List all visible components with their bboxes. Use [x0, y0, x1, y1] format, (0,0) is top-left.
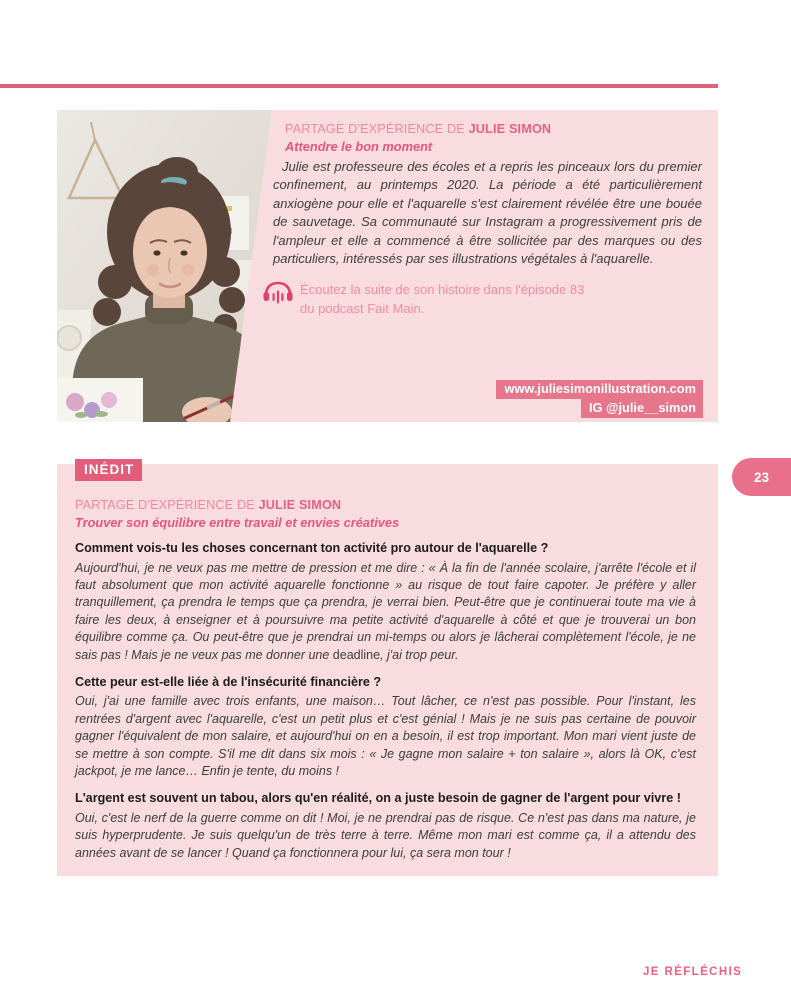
page-number-tab: [732, 458, 791, 496]
interview-subtitle: Trouver son équilibre entre travail et envies créatives: [75, 515, 400, 530]
interview-card: [57, 464, 718, 876]
answer-text: Aujourd'hui, je ne veux pas me mettre de pression et me dire : « À la fin de l'année scolaire, j'arrête l'école et il faut absolument que mon activité aquarelle fonctionne » au risque de tout faire capoter. Je préfère y aller tranquillement, ça prendra le temps que ça prendra, je verrai bien. Peut-être que je continuerai toute ma vie à faire les deux, à enseigner et à poursuivre ma petite activité d'aquarelle à côté et que je trouverai un bon équilibre comme ça. Ou peut-être que je prendrai un mi-temps ou alors je lâcherai complètement l'école, je ne sais pas ! Mais je ne veux pas me donner une: [75, 560, 696, 662]
podcast-note: [262, 280, 584, 318]
page-number: 23: [753, 469, 770, 485]
footer-label: JE RÉFLÉCHIS: [643, 966, 743, 978]
qa-block: [75, 791, 696, 862]
kicker-prefix: PARTAGE D'EXPÉRIENCE DE: [75, 498, 259, 512]
profile-bio: Julie est professeure des écoles et a repris les pinceaux lors du premier confinement, au printemps 2020. La période a été particulièrement anxiogène pour elle et l'aquarelle s'est clairement révélée être une bouée de sauvetage. Sa communauté sur Instagram a progressivement pris de l'ampleur et elle a commencé à être sollicitée par des marques ou des particuliers, intéressés par ses illustrations végétales à l'aquarelle.: [273, 159, 702, 267]
portrait-photo: [57, 110, 272, 422]
section-kicker: [285, 122, 702, 136]
top-divider-rule: [0, 84, 718, 88]
podcast-text: [300, 280, 584, 318]
section-kicker: [75, 498, 696, 512]
inedit-tag: INÉDIT: [75, 459, 142, 481]
profile-card: [57, 110, 718, 422]
interview-question: L'argent est souvent un tabou, alors qu'en réalité, on a juste besoin de gagner de l'argent pour vivre !: [75, 791, 681, 806]
website-link: www.juliesimonillustration.com: [496, 380, 703, 399]
headphones-icon: [262, 281, 294, 310]
author-name: JULIE SIMON: [258, 498, 342, 512]
interview-answer: Oui, c'est le nerf de la guerre comme on dit ! Moi, je ne prendrai pas de risque. Ce n'est pas dans ma nature, je suis hyperprudente. Je suis quelqu'un de très terre à terre. Même mon mari est comme ça, il a attendu des années avant de se lancer ! Quand ça fonctionnera pour lui, ça sera mon tour !: [75, 810, 696, 860]
profile-text-block: [273, 122, 702, 268]
podcast-line-1: Écoutez la suite de son histoire dans l'épisode 83: [300, 282, 585, 297]
podcast-line-2: du podcast Fait Main.: [300, 301, 425, 316]
interview-question: Cette peur est-elle liée à de l'insécurité financière ?: [75, 674, 382, 689]
interview-answer: [75, 560, 696, 664]
interview-answer: Oui, j'ai une famille avec trois enfants, une maison… Tout lâcher, ce n'est pas possible. Pour l'instant, les rentrées d'argent avec l'aquarelle, c'est un petit plus et c'est génial ! Mais je ne suis pas certaine de pouvoir gagner l'équivalent de mon salaire, et aujourd'hui on en a besoin, il est trop important. Mon mari vient juste de se mettre à son compte. S'il me dit dans six mois : « Je gagne mon salaire + ton salaire », alors là OK, c'est jackpot, je me lance… Enfin je tente, du moins !: [75, 694, 696, 779]
profile-subtitle: Attendre le bon moment: [285, 139, 433, 154]
qa-block: [75, 541, 696, 664]
instagram-link: IG @julie__simon: [581, 399, 703, 418]
answer-text: , j'ai trop peur.: [380, 647, 459, 662]
kicker-prefix: PARTAGE D'EXPÉRIENCE DE: [285, 122, 469, 136]
interview-question: Comment vois-tu les choses concernant ton activité pro autour de l'aquarelle ?: [75, 541, 549, 555]
qa-block: [75, 675, 696, 781]
answer-emphasis: deadline: [332, 647, 381, 662]
author-name: JULIE SIMON: [468, 122, 552, 136]
social-links: [496, 380, 703, 418]
